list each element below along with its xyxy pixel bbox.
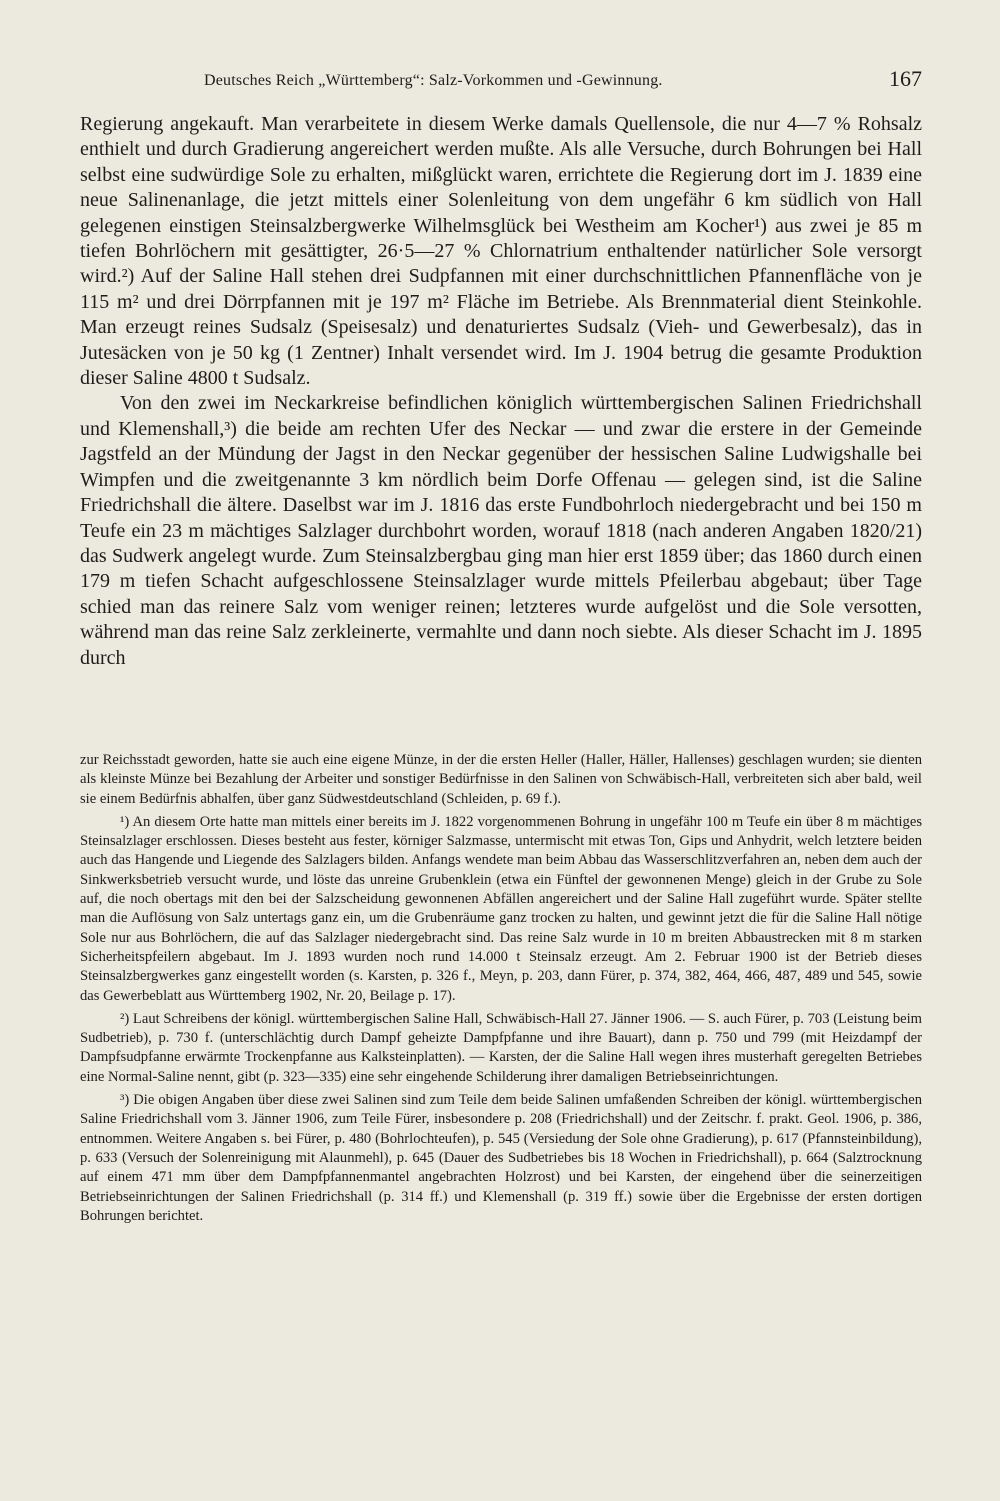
paragraph: Regierung angekauft. Man verarbeitete in diesem Werke damals Quellensole, die nur 4—7 % Rohsalz enthielt und durch Gradierung angereichert werden mußte. Als alle Versuche, durch Bohrungen bei Hall selbst eine sudwürdige Sole zu erhalten, mißglückt waren, errichtete die Regierung dort im J. 1839 eine neue Salinenanlage, die jetzt mittels einer Solenleitung von dem ungefähr 6 km südlich von Hall gelegenen einstigen Steinsalzbergwerke Wilhelmsglück bei Westheim am Kocher¹) aus zwei je 85 m tiefen Bohrlöchern mit gesättigter, 26·5—27 % Chlornatrium enthaltender natürlicher Sole versorgt wird.²) Auf der Saline Hall stehen drei Sudpfannen mit einer durchschnittlichen Pfannenfläche von je 115 m² und drei Dörrpfannen mit je 197 m² Fläche im Betriebe. Als Brennmaterial dient Steinkohle. Man erzeugt reines Sudsalz (Speisesalz) und denaturiertes Sudsalz (Vieh- und Gewerbesalz), das in Jutesäcken von je 50 kg (1 Zentner) Inhalt versendet wird. Im J. 1904 betrug die gesamte Produktion dieser Saline 4800 t Sudsalz. [80,113,922,390]
footnote-continuation: zur Reichsstadt geworden, hatte sie auch eine eigene Münze, in der die ersten Heller (Haller, Häller, Hallenses) geschlagen wurden; sie dienten als kleinste Münze bei Bezahlung der Arbeiter und sonstiger Bedürfnisse in den Salinen von Schwäbisch-Hall, verbreiteten sich aber bald, weil sie einem Bedürfnis abhalfen, über ganz Südwestdeutschland (Schleiden, p. 69 f.). [80,752,922,807]
footnote-2: ²) Laut Schreibens der königl. württembergischen Saline Hall, Schwäbisch-Hall 27. Jänner 1906. — S. auch Fürer, p. 703 (Leistung beim Sudbetrieb), p. 730 f. (unterschlächtig durch Dampf geheizte Dampfpfanne und ihre Bauart), dann p. 750 und 799 (mit Heizdampf der Dampfsudpfanne erwärmte Trockenpfanne aus Kalksteinplatten). — Karsten, der die Saline Hall wegen ihres musterhaft geregelten Betriebes eine Normal-Saline nennt, gibt (p. 323—335) eine sehr eingehende Schilderung ihrer damaligen Betriebseinrichtungen. [80,1010,922,1085]
footnotes [80,751,922,1226]
main-text [80,112,922,671]
paragraph: Von den zwei im Neckarkreise befindlichen königlich württembergischen Salinen Friedrichshall und Klemenshall,³) die beide am rechten Ufer des Neckar — und zwar die erstere in der Gemeinde Jagstfeld an der Mündung der Jagst in den Neckar gegenüber der hessischen Saline Ludwigshalle bei Wimpfen und die zweitgenannte 3 km nördlich beim Dorfe Offenau — gelegen sind, ist die Saline Friedrichshall die ältere. Daselbst war im J. 1816 das erste Fundbohrloch niedergebracht und bei 150 m Teufe ein 23 m mächtiges Salzlager durchbohrt worden, worauf 1818 (nach anderen Angaben 1820/21) das Sudwerk angelegt wurde. Zum Steinsalzbergbau ging man hier erst 1859 über; das 1860 durch einen 179 m tiefen Schacht aufgeschlossene Steinsalzlager wurde mittels Pfeilerbau abgebaut; über Tage schied man das reinere Salz vom weniger reinen; letzteres wurde aufgelöst und die Sole versotten, während man das reine Salz zerkleinerte, vermahlte und dann noch siebte. Als dieser Schacht im J. 1895 durch [80,392,922,669]
running-title: Deutsches Reich „Württemberg“: Salz-Vorkommen und -Gewinnung. [204,72,663,89]
footnote-3: ³) Die obigen Angaben über diese zwei Salinen sind zum Teile dem beide Salinen umfaßenden Schreiben der königl. württembergischen Saline Friedrichshall vom 3. Jänner 1906, zum Teile Fürer, insbesondere p. 208 (Friedrichshall) und der Zeitschr. f. prakt. Geol. 1906, p. 386, entnommen. Weitere Angaben s. bei Fürer, p. 480 (Bohrlochteufen), p. 545 (Versiedung der Sole ohne Gradierung), p. 617 (Pfannsteinbildung), p. 633 (Versuch der Solenreinigung mit Alaunmehl), p. 645 (Dauer des Sudbetriebes bis 18 Wochen in Friedrichshall), p. 664 (Salztrocknung auf einem 471 mm über dem Dampfpfannenmantel angebrachten Holzrost) und bei Karsten, der eingehend über die seinerzeitigen Betriebseinrichtungen der Salinen Friedrichshall (p. 314 ff.) und Klemenshall (p. 319 ff.) sowie über die Ergebnisse der ersten dortigen Bohrungen berichtet. [80,1092,922,1224]
running-header [80,66,922,98]
page-number: 167 [889,66,922,91]
footnote-1: ¹) An diesem Orte hatte man mittels einer bereits im J. 1822 vorgenommenen Bohrung in ungefähr 100 m Teufe ein über 8 m mächtiges Steinsalzlager erschlossen. Dieses besteht aus fester, körniger Salzmasse, untermischt mit etwas Ton, Gips und Anhydrit, welch letztere beiden auch das Hangende und Liegende des Salzlagers bilden. Anfangs wendete man beim Abbau das Wasserschlitzverfahren an, neben dem auch der Sinkwerksbetrieb versucht wurde, und löste das unreine Grubenklein (etwa ein Fünftel der gewonnenen Menge) gleich in der Grube zu Sole auf, die noch obertags mit den bei der Salzscheidung gewonnenen Abfällen angereichert und der Saline Hall zugeführt wurde. Später stellte man die Auflösung von Salz untertags ganz ein, um die Grubenräume ganz trocken zu halten, und gewinnt jetzt die für die Saline Hall nötige Sole nur aus Bohrlöchern, die auf das Salzlager niedergebracht sind. Das reine Salz wurde in 10 m breiten Abbaustrecken mit 8 m starken Sicherheitspfeilern abgebaut. Im J. 1893 wurden noch rund 14.000 t Steinsalz erzeugt. Am 2. Februar 1900 ist der Betrieb dieses Steinsalzbergwerkes ganz eingestellt worden (s. Karsten, p. 326 f., Meyn, p. 203, dann Fürer, p. 374, 382, 464, 466, 487, 489 und 545, sowie das Gewerbeblatt aus Württemberg 1902, Nr. 20, Beilage p. 17). [80,813,922,1004]
